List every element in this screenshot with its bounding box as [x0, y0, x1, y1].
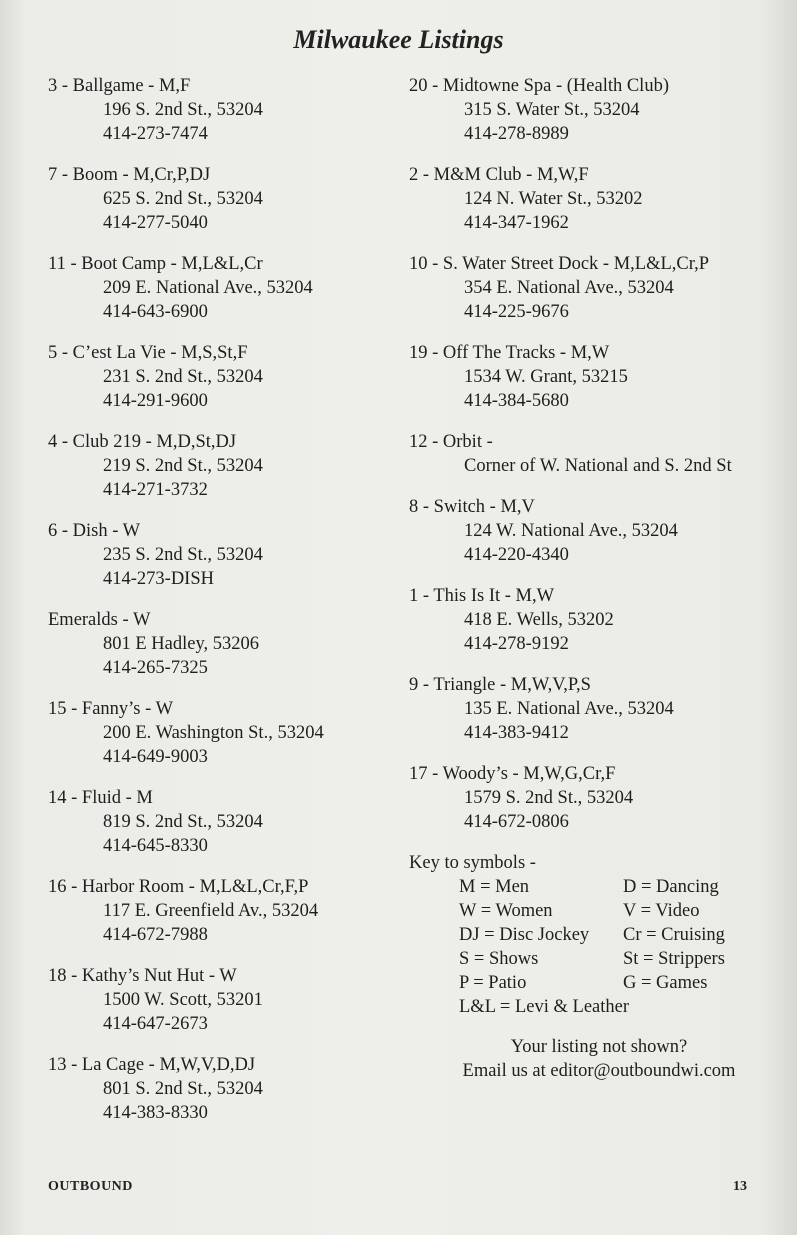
key-item: Cr = Cruising [623, 925, 725, 945]
listing-address: 1534 W. Grant, 53215 [464, 367, 628, 387]
listing-name: 13 - La Cage - M,W,V,D,DJ [48, 1055, 256, 1075]
listing-entry [409, 495, 789, 567]
key-item: L&L = Levi & Leather [459, 997, 630, 1017]
listing-name: 16 - Harbor Room - M,L&L,Cr,F,P [48, 877, 309, 897]
listing-address: 235 S. 2nd St., 53204 [103, 545, 263, 565]
key-item: P = Patio [459, 973, 527, 993]
key-item: V = Video [623, 901, 700, 921]
listing-entry [409, 74, 789, 146]
listing-name: 2 - M&M Club - M,W,F [409, 165, 589, 185]
listing-name: 9 - Triangle - M,W,V,P,S [409, 675, 591, 695]
listing-entry [48, 341, 393, 413]
listing-address: 819 S. 2nd St., 53204 [103, 812, 263, 832]
listing-entry [48, 252, 393, 324]
listing-notice [409, 1035, 789, 1083]
notice-question: Your listing not shown? [510, 1037, 688, 1057]
listing-name: 3 - Ballgame - M,F [48, 76, 191, 96]
listing-name: 17 - Woody’s - M,W,G,Cr,F [409, 764, 616, 784]
listing-name: 19 - Off The Tracks - M,W [409, 343, 610, 363]
listing-entry [48, 964, 393, 1036]
listing-entry [409, 430, 789, 478]
listing-name: 20 - Midtowne Spa - (Health Club) [409, 76, 669, 96]
listing-phone: 414-291-9600 [103, 391, 208, 411]
listing-name: 7 - Boom - M,Cr,P,DJ [48, 165, 211, 185]
listing-name: 15 - Fanny’s - W [48, 699, 174, 719]
key-item: G = Games [623, 973, 708, 993]
key-item: W = Women [459, 901, 553, 921]
key-grid [409, 875, 789, 995]
key-item: St = Strippers [623, 949, 725, 969]
listing-name: 10 - S. Water Street Dock - M,L&L,Cr,P [409, 254, 710, 274]
listing-address: 209 E. National Ave., 53204 [103, 278, 313, 298]
page-number: 13 [733, 1179, 747, 1194]
listing-phone: 414-225-9676 [464, 302, 569, 322]
listing-phone: 414-273-DISH [103, 569, 214, 589]
publication-name: OUTBOUND [48, 1179, 133, 1194]
listing-address: 219 S. 2nd St., 53204 [103, 456, 263, 476]
listing-phone: 414-277-5040 [103, 213, 208, 233]
key-item: M = Men [459, 877, 530, 897]
listing-entry [48, 697, 393, 769]
listing-address: 354 E. National Ave., 53204 [464, 278, 674, 298]
listings-right-column [409, 74, 789, 1083]
listing-entry [48, 519, 393, 591]
listing-address: 200 E. Washington St., 53204 [103, 723, 324, 743]
listing-address: 196 S. 2nd St., 53204 [103, 100, 263, 120]
listing-phone: 414-383-9412 [464, 723, 569, 743]
page-title: Milwaukee Listings [293, 25, 504, 54]
key-heading: Key to symbols - [409, 853, 536, 873]
listing-phone: 414-265-7325 [103, 658, 208, 678]
listing-phone: 414-645-8330 [103, 836, 208, 856]
listing-entry [48, 608, 393, 680]
notice-email[interactable]: Email us at editor@outboundwi.com [462, 1061, 736, 1081]
listing-phone: 414-672-7988 [103, 925, 208, 945]
listing-phone: 414-649-9003 [103, 747, 208, 767]
listing-address: 801 E Hadley, 53206 [103, 634, 260, 654]
listing-entry [409, 252, 789, 324]
listing-phone: 414-271-3732 [103, 480, 208, 500]
listing-address: 124 W. National Ave., 53204 [464, 521, 678, 541]
listing-address: 1500 W. Scott, 53201 [103, 990, 263, 1010]
listing-entry [48, 430, 393, 502]
listing-phone: 414-672-0806 [464, 812, 569, 832]
listing-name: 4 - Club 219 - M,D,St,DJ [48, 432, 237, 452]
listing-address: 135 E. National Ave., 53204 [464, 699, 674, 719]
listing-name: Emeralds - W [48, 610, 151, 630]
listing-name: 12 - Orbit - [409, 432, 493, 452]
symbol-key [409, 851, 789, 1019]
listing-name: 11 - Boot Camp - M,L&L,Cr [48, 254, 263, 274]
listing-entry [48, 1053, 393, 1125]
listing-entry [409, 673, 789, 745]
listings-left-column [48, 74, 393, 1142]
key-item: S = Shows [459, 949, 539, 969]
listing-entry [409, 762, 789, 834]
listing-name: 8 - Switch - M,V [409, 497, 535, 517]
listing-entry [409, 341, 789, 413]
listing-phone: 414-647-2673 [103, 1014, 208, 1034]
listing-entry [48, 875, 393, 947]
listing-entry [48, 163, 393, 235]
listing-address: 801 S. 2nd St., 53204 [103, 1079, 263, 1099]
listing-name: 6 - Dish - W [48, 521, 141, 541]
key-item: DJ = Disc Jockey [459, 925, 590, 945]
listing-name: 1 - This Is It - M,W [409, 586, 555, 606]
listing-phone: 414-643-6900 [103, 302, 208, 322]
listing-name: 5 - C’est La Vie - M,S,St,F [48, 343, 248, 363]
listing-entry [409, 584, 789, 656]
listing-phone: 414-220-4340 [464, 545, 569, 565]
listing-entry [48, 74, 393, 146]
listing-address: 625 S. 2nd St., 53204 [103, 189, 263, 209]
listing-address: 1579 S. 2nd St., 53204 [464, 788, 634, 808]
listing-address: 117 E. Greenfield Av., 53204 [103, 901, 319, 921]
listing-phone: 414-384-5680 [464, 391, 569, 411]
listing-name: 14 - Fluid - M [48, 788, 153, 808]
listing-phone: 414-383-8330 [103, 1103, 208, 1123]
listing-name: 18 - Kathy’s Nut Hut - W [48, 966, 237, 986]
listing-entry [48, 786, 393, 858]
listing-address: 418 E. Wells, 53202 [464, 610, 614, 630]
listing-address: 124 N. Water St., 53202 [464, 189, 643, 209]
listing-phone: 414-278-9192 [464, 634, 569, 654]
listing-address: 231 S. 2nd St., 53204 [103, 367, 263, 387]
listing-phone: 414-278-8989 [464, 124, 569, 144]
listing-address: 315 S. Water St., 53204 [464, 100, 640, 120]
listing-phone: 414-347-1962 [464, 213, 569, 233]
listing-entry [409, 163, 789, 235]
listing-address: Corner of W. National and S. 2nd St [464, 456, 732, 476]
key-item: D = Dancing [623, 877, 719, 897]
listing-phone: 414-273-7474 [103, 124, 208, 144]
